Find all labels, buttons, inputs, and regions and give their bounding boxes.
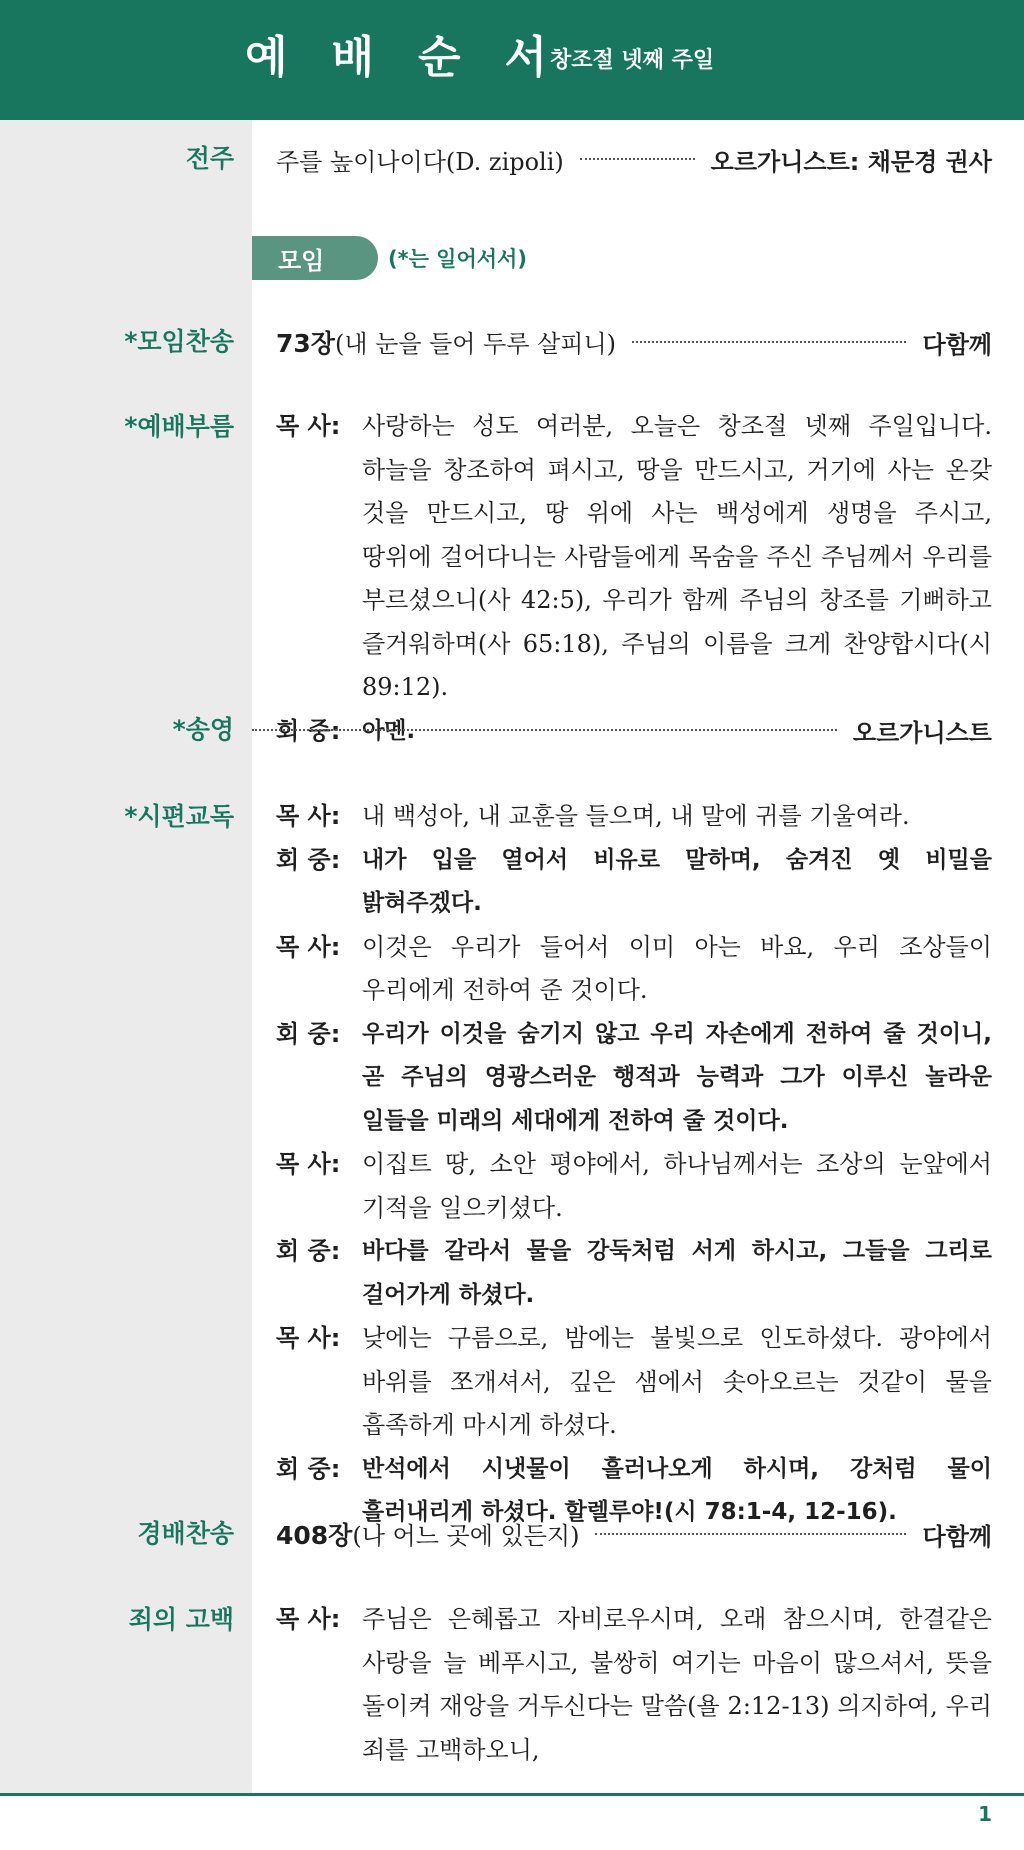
speaker-text: 사랑하는 성도 여러분, 오늘은 창조절 넷째 주일입니다. 하늘을 창조하여 펴시고, 땅을 만드시고, 거기에 사는 온갖 것을 만드시고, 땅 위에 사는 백성에게 생명을 주시고, 땅위에 걸어다니는 사람들에게 목숨을 주신 주님께서 우리를 부르셨으니(사 42:5), 우리가 함께 주님의 창조를 기뻐하고 즐거워하며(사 65:18), 주님의 이름을 크게 찬양합시다(시 89:12).: [362, 412, 992, 701]
speaker-text: 이집트 땅, 소안 평야에서, 하나님께서는 조상의 눈앞에서 기적을 일으키셨다.: [362, 1150, 992, 1222]
call-to-worship-block: [276, 405, 992, 753]
dotted-leader: [252, 729, 837, 731]
reading-line: [276, 1013, 992, 1144]
confession-block: [276, 1598, 992, 1772]
doxology-performer: 오르가니스트: [852, 718, 992, 747]
hymn-title: (내 눈을 들어 두루 살피니): [334, 330, 617, 358]
hymn-performer: 다함께: [922, 330, 992, 359]
speaker-text: 내 백성아, 내 교훈을 들으며, 내 말에 귀를 기울여라.: [362, 802, 910, 830]
hymn-title: (나 어느 곳에 있든지): [352, 1522, 580, 1550]
reading-line: [276, 1143, 992, 1230]
speaker-label: 회 중:: [276, 1454, 341, 1483]
confession-label: 죄의 고백: [128, 1605, 234, 1634]
speaker-label: 회 중:: [276, 716, 341, 745]
section-tab-label: 모임: [252, 236, 378, 280]
prelude-piece: 주를 높이나이다(D. zipoli): [276, 147, 564, 176]
speaker-text: 낮에는 구름으로, 밤에는 불빛으로 인도하셨다. 광야에서 바위를 쪼개셔서, 깊은 샘에서 솟아오르는 것같이 물을 흡족하게 마시게 하셨다.: [362, 1324, 992, 1439]
speaker-text: 우리가 이것을 숨기지 않고 우리 자손에게 전하여 줄 것이니, 곧 주님의 영광스러운 행적과 능력과 그가 이루신 놀라운 일들을 미래의 세대에게 전하여 줄 것이다.: [362, 1020, 992, 1134]
header-bar: [0, 0, 1024, 120]
speaker-text: 아멘.: [362, 717, 416, 744]
footer-divider: [0, 1793, 1024, 1796]
speaker-text: 반석에서 시냇물이 흘러나오게 하시며, 강처럼 물이 흘러내리게 하셨다. 할렐루야!(시 78:1-4, 12-16).: [362, 1455, 992, 1525]
speaker-text: 바다를 갈라서 물을 강둑처럼 서게 하시고, 그들을 그리로 걸어가게 하셨다.: [362, 1238, 992, 1308]
speaker-line: [276, 1598, 992, 1772]
page-title: 예배순서: [245, 32, 592, 83]
reading-line: [276, 1230, 992, 1317]
hymn-number: 73장: [276, 329, 335, 358]
doxology-row: [252, 712, 992, 748]
speaker-label: 회 중:: [276, 1237, 341, 1265]
speaker-label: 회 중:: [276, 845, 341, 874]
responsive-reading-label: *시편교독: [124, 802, 234, 831]
page-subtitle: 창조절 넷째 주일: [550, 48, 715, 73]
reading-line: [276, 926, 992, 1013]
gathering-hymn-label: *모임찬송: [124, 327, 234, 356]
speaker-label: 목 사:: [276, 802, 341, 830]
speaker-text: 이것은 우리가 들어서 이미 아는 바요, 우리 조상들이 우리에게 전하여 준 것이다.: [362, 932, 992, 1004]
speaker-label: 목 사:: [276, 1605, 341, 1633]
speaker-label: 목 사:: [276, 932, 341, 961]
prelude-row: [276, 141, 992, 177]
speaker-label: 목 사:: [276, 1150, 341, 1178]
gathering-hymn-row: [276, 324, 992, 360]
dotted-leader: [580, 158, 695, 160]
hymn-number: 408장: [276, 1521, 353, 1550]
doxology-label: *송영: [172, 715, 234, 744]
section-gathering: [252, 236, 527, 280]
prelude-performer: 오르가니스트: 채문경 권사: [710, 147, 992, 176]
responsive-reading-block: [276, 795, 992, 1535]
page-number: 1: [978, 1802, 992, 1826]
speaker-text: 내가 입을 열어서 비유로 말하며, 숨겨진 옛 비밀을 밝혀주겠다.: [362, 846, 992, 916]
dotted-leader: [595, 1533, 906, 1535]
hymn-performer: 다함께: [922, 1522, 992, 1551]
section-note: (*는 일어서서): [388, 247, 527, 271]
worship-hymn-row: [276, 1516, 992, 1552]
reading-line: [276, 795, 992, 839]
speaker-text: 주님은 은혜롭고 자비로우시며, 오래 참으시며, 한결같은 사랑을 늘 베푸시고, 불쌍히 여기는 마음이 많으셔서, 뜻을 돌이켜 재앙을 거두신다는 말씀(욜 2:12-13) 의지하여, 우리 죄를 고백하오니,: [362, 1605, 992, 1764]
speaker-label: 회 중:: [276, 1019, 341, 1048]
reading-line: [276, 839, 992, 926]
speaker-label: 목 사:: [276, 412, 341, 440]
worship-hymn-label: 경배찬송: [137, 1519, 234, 1548]
reading-line: [276, 1317, 992, 1448]
call-to-worship-label: *예배부름: [124, 412, 234, 441]
dotted-leader: [632, 341, 906, 343]
speaker-label: 목 사:: [276, 1324, 341, 1352]
prelude-label: 전주: [185, 144, 234, 173]
speaker-line: [276, 405, 992, 710]
